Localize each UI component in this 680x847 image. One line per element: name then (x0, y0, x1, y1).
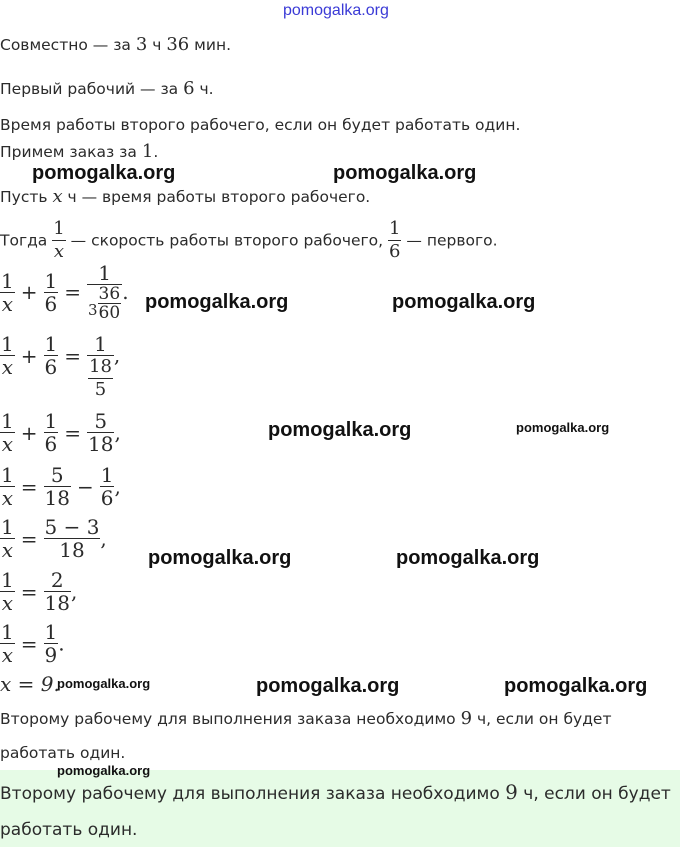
result-x: x = 9. (0, 672, 60, 696)
then-pre: Тогда (0, 231, 53, 250)
line-together (0, 34, 231, 55)
answer-hours: 9 (505, 780, 518, 804)
then-post: — первого. (406, 231, 498, 250)
let-pre: Пусть (0, 188, 53, 206)
equation-1: $\frac{1}{x}$ + $\frac{1}{6}$ = 1 $_3$ $\frac{36}{60}$ . (1, 261, 129, 323)
watermark: pomogalka.org (148, 547, 292, 569)
together-m-unit: мин. (189, 36, 232, 54)
together-hours: 3 (135, 34, 148, 55)
watermark-top: pomogalka.org (283, 2, 389, 19)
watermark-small: pomogalka.org (516, 420, 610, 435)
order-pre: Примем заказ за (0, 143, 142, 161)
together-pre: Совместно — за (0, 36, 136, 54)
let-var: x (52, 186, 63, 207)
line-order (0, 141, 158, 162)
let-post: ч — время работы второго рабочего. (62, 188, 371, 206)
watermark: pomogalka.org (32, 162, 176, 184)
conclusion-line-1 (0, 708, 611, 729)
conclusion-hours: 9 (460, 708, 473, 729)
conclusion-line-2: работать один. (0, 744, 126, 762)
order-value: 1 (141, 141, 154, 162)
answer-pre: Второму рабочему для выполнения заказа необходимо (0, 784, 506, 804)
watermark: pomogalka.org (145, 291, 289, 313)
answer-line-1 (0, 780, 671, 804)
equation-6: $\frac{1}{x}$ = $\frac{2}{18}$ , (1, 568, 78, 615)
watermark: pomogalka.org (268, 419, 412, 441)
conclusion-pre: Второму рабочему для выполнения заказа необходимо (0, 710, 461, 728)
equation-4: $\frac{1}{x}$ = $\frac{5}{18}$ − $\frac{1}{6}$ , (1, 463, 121, 510)
together-minutes: 36 (166, 34, 190, 55)
conclusion-post: ч, если он будет (472, 710, 612, 728)
line-then (0, 218, 498, 266)
together-h-unit: ч (147, 36, 167, 54)
equation-2: $\frac{1}{x}$ + $\frac{1}{6}$ = 1 18 5 , (1, 332, 121, 400)
order-post: . (153, 143, 159, 161)
watermark: pomogalka.org (333, 162, 477, 184)
equation-7: $\frac{1}{x}$ = $\frac{1}{9}$ . (1, 621, 65, 665)
then-mid: — скорость работы второго рабочего, (70, 231, 389, 250)
watermark: pomogalka.org (392, 291, 536, 313)
watermark-small: pomogalka.org (57, 763, 151, 778)
line-let (0, 186, 370, 207)
watermark: pomogalka.org (504, 675, 648, 697)
fraction-1-x: $\frac{1}{x}$ (53, 218, 65, 262)
equation-3: $\frac{1}{x}$ + $\frac{1}{6}$ = $\frac{5}{18}$ , (1, 409, 121, 456)
answer-post: ч, если он будет (517, 784, 671, 804)
watermark: pomogalka.org (396, 547, 540, 569)
watermark: pomogalka.org (256, 675, 400, 697)
fraction-1-6: $\frac{1}{6}$ (389, 218, 401, 262)
first-pre: Первый рабочий — за (0, 80, 184, 98)
line-question: Время работы второго рабочего, если он будет работать один. (0, 116, 521, 134)
equation-5: $\frac{1}{x}$ = $\frac{5 - 3}{18}$ , (1, 515, 107, 562)
answer-line-2: работать один. (0, 820, 138, 840)
line-first (0, 78, 214, 99)
watermark-small: pomogalka.org (57, 676, 151, 691)
first-hours: 6 (183, 78, 195, 99)
first-h-unit: ч. (194, 80, 214, 98)
